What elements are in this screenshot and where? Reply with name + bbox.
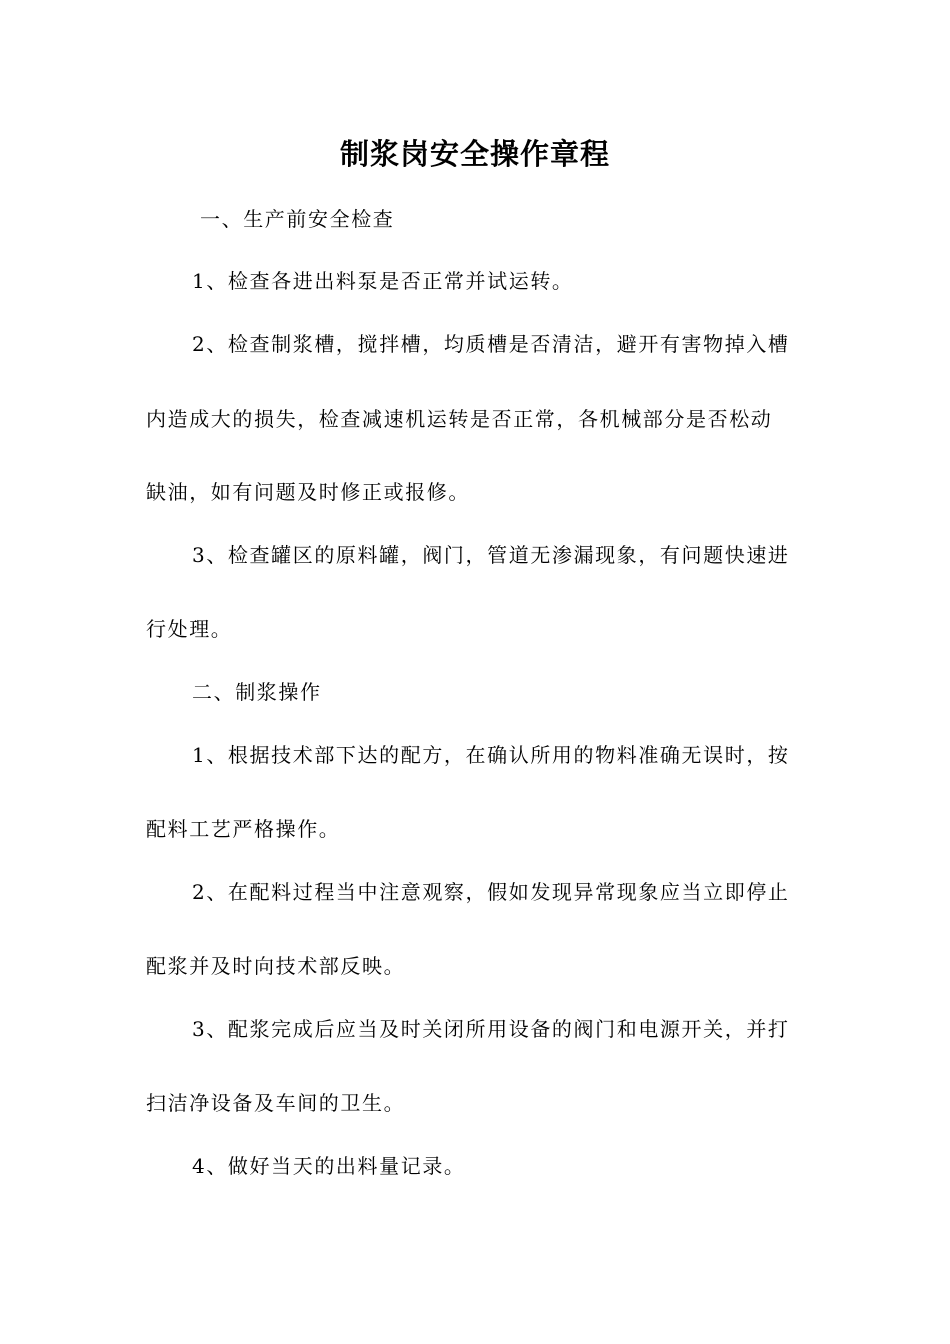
paragraph-line: 2、检查制浆槽，搅拌槽，均质槽是否清洁，避开有害物掉入槽 <box>192 332 790 356</box>
section-heading-pulping-operation: 二、制浆操作 <box>192 680 322 704</box>
paragraph-line: 配浆并及时向技术部反映。 <box>146 954 406 978</box>
paragraph-line: 缺油，如有问题及时修正或报修。 <box>146 480 470 504</box>
paragraph-line: 1、根据技术部下达的配方，在确认所用的物料准确无误时，按 <box>192 743 790 767</box>
paragraph-line: 3、配浆完成后应当及时关闭所用设备的阀门和电源开关，并打 <box>192 1017 790 1041</box>
paragraph-line: 内造成大的损失，检查减速机运转是否正常，各机械部分是否松动 <box>146 407 773 431</box>
paragraph-line: 3、检查罐区的原料罐，阀门，管道无渗漏现象，有问题快速进 <box>192 543 790 567</box>
paragraph-line: 配料工艺严格操作。 <box>146 817 341 841</box>
paragraph-line: 1、检查各进出料泵是否正常并试运转。 <box>192 269 574 293</box>
paragraph-line: 4、做好当天的出料量记录。 <box>192 1154 466 1178</box>
page-title: 制浆岗安全操作章程 <box>339 137 610 171</box>
paragraph-line: 2、在配料过程当中注意观察，假如发现异常现象应当立即停止 <box>192 880 790 904</box>
paragraph-line: 行处理。 <box>146 617 233 641</box>
section-heading-pre-production-check: 一、生产前安全检查 <box>200 207 395 231</box>
paragraph-line: 扫洁净设备及车间的卫生。 <box>146 1091 406 1115</box>
